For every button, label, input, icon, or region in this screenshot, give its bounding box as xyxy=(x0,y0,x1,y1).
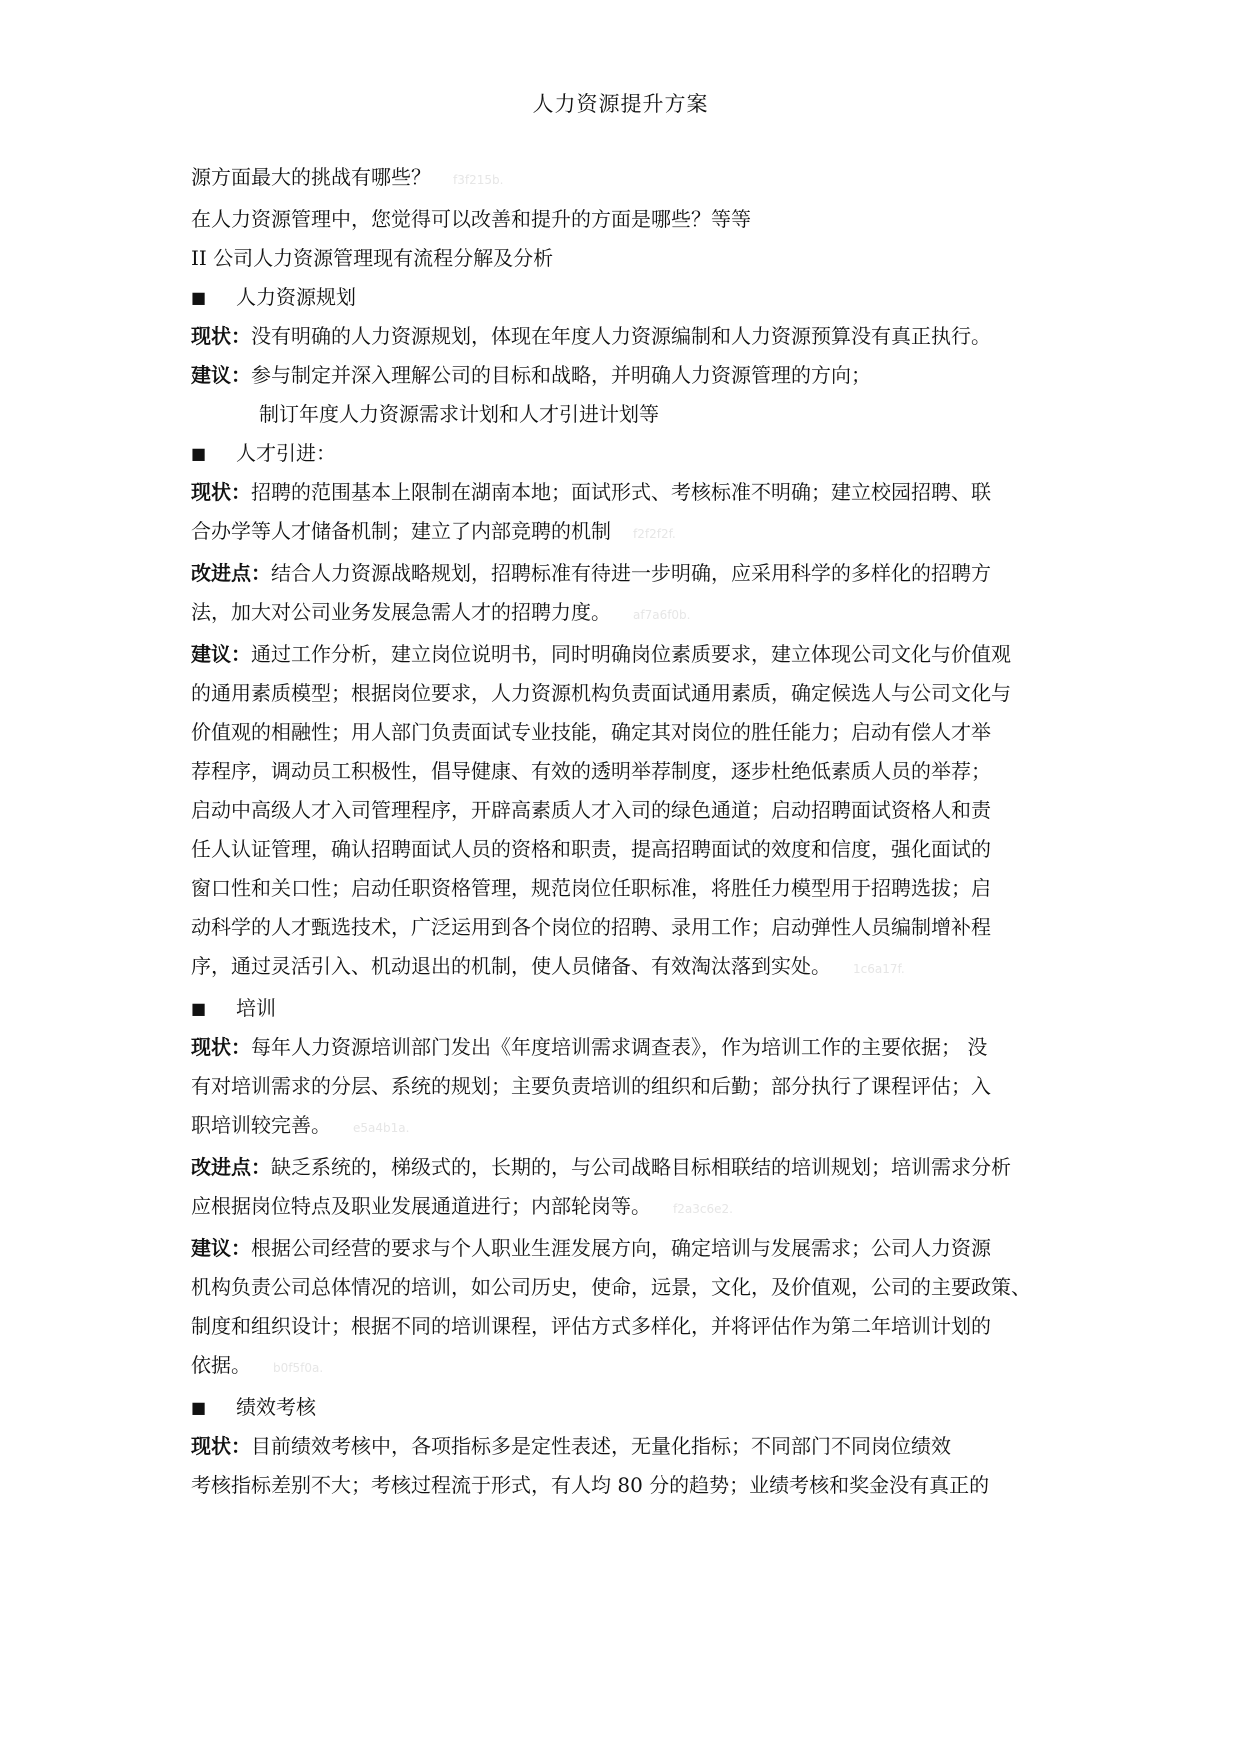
training-suggest-line-1 xyxy=(191,1229,1071,1268)
planning-suggest-line-2: 制订年度人力资源需求计划和人才引进计划等 xyxy=(259,402,659,426)
training-status-line-2: 有对培训需求的分层、系统的规划；主要负责培训的组织和后勤；部分执行了课程评估；入 xyxy=(191,1074,991,1098)
planning-suggest-label: 建议： xyxy=(191,363,251,387)
training-suggest-line-3: 制度和组织设计；根据不同的培训课程，评估方式多样化，并将评估作为第二年培训计划的 xyxy=(191,1314,991,1338)
talent-suggest-line-5: 启动中高级人才入司管理程序，开辟高素质人才入司的绿色通道；启动招聘面试资格人和责 xyxy=(191,798,991,822)
talent-suggest-line-9 xyxy=(191,947,1071,989)
training-suggest-line-2: 机构负责公司总体情况的培训，如公司历史，使命，远景，文化，及价值观，公司的主要政策、 xyxy=(191,1275,1031,1299)
training-status-line-1 xyxy=(191,1028,1071,1067)
planning-status xyxy=(191,317,1071,356)
talent-heading xyxy=(191,434,1071,473)
talent-status-text-1: 招聘的范围基本上限制在湖南本地；面试形式、考核标准不明确；建立校园招聘、联 xyxy=(251,480,991,504)
talent-status-line-2 xyxy=(191,512,1071,554)
training-status-line-3 xyxy=(191,1106,1071,1148)
faint-watermark-mark: b0f5f0a. xyxy=(273,1361,324,1375)
talent-suggest-text-1: 通过工作分析，建立岗位说明书，同时明确岗位素质要求，建立体现公司文化与价值观 xyxy=(251,642,1011,666)
training-heading-text: 培训 xyxy=(236,996,276,1020)
talent-suggest-line-8: 动科学的人才甄选技术，广泛运用到各个岗位的招聘、录用工作；启动弹性人员编制增补程 xyxy=(191,915,991,939)
training-status-text-3: 职培训较完善。 xyxy=(191,1113,331,1137)
faint-watermark-mark: 1c6a17f. xyxy=(853,962,905,976)
faint-watermark-mark: af7a6f0b. xyxy=(633,608,691,622)
planning-heading xyxy=(191,278,1071,317)
faint-watermark-mark: f2a3c6e2. xyxy=(673,1202,733,1216)
training-improve-text-1: 缺乏系统的，梯级式的，长期的，与公司战略目标相联结的培训规划；培训需求分析 xyxy=(271,1155,1011,1179)
talent-improve-line-1 xyxy=(191,554,1071,593)
talent-suggest-line-6: 任人认证管理，确认招聘面试人员的资格和职责，提高招聘面试的效度和信度，强化面试的 xyxy=(191,837,991,861)
talent-suggest-line-2: 的通用素质模型；根据岗位要求，人力资源机构负责面试通用素质，确定候选人与公司文化与 xyxy=(191,681,1011,705)
training-status-text-1: 每年人力资源培训部门发出《年度培训需求调查表》，作为培训工作的主要依据； 没 xyxy=(251,1035,988,1059)
planning-suggest-text-1: 参与制定并深入理解公司的目标和战略，并明确人力资源管理的方向； xyxy=(251,363,871,387)
faint-watermark-mark: f2f2f2f. xyxy=(633,527,676,541)
square-bullet-icon: ■ xyxy=(191,444,207,463)
performance-status-label: 现状： xyxy=(191,1434,251,1458)
planning-heading-text: 人力资源规划 xyxy=(236,285,356,309)
training-heading xyxy=(191,989,1071,1028)
intro-line-2: 在人力资源管理中，您觉得可以改善和提升的方面是哪些？等等 xyxy=(191,207,751,231)
square-bullet-icon: ■ xyxy=(191,1398,207,1417)
square-bullet-icon: ■ xyxy=(191,288,207,307)
talent-suggest-text-9: 序，通过灵活引入、机动退出的机制，使人员储备、有效淘汰落到实处。 xyxy=(191,954,831,978)
talent-heading-text: 人才引进： xyxy=(236,441,336,465)
intro-line-1-text: 源方面最大的挑战有哪些？ xyxy=(191,165,431,189)
performance-status-line-2: 考核指标差别不大；考核过程流于形式，有人均 80 分的趋势；业绩考核和奖金没有真正的 xyxy=(191,1473,990,1497)
training-suggest-label: 建议： xyxy=(191,1236,251,1260)
talent-status-label: 现状： xyxy=(191,480,251,504)
square-bullet-icon: ■ xyxy=(191,999,207,1018)
performance-status-text-1: 目前绩效考核中，各项指标多是定性表述，无量化指标；不同部门不同岗位绩效 xyxy=(251,1434,951,1458)
faint-watermark-mark: f3f215b. xyxy=(453,173,504,187)
performance-status-line-1 xyxy=(191,1427,1071,1466)
talent-improve-text-1: 结合人力资源战略规划，招聘标准有待进一步明确，应采用科学的多样化的招聘方 xyxy=(271,561,991,585)
planning-status-label: 现状： xyxy=(191,324,251,348)
planning-suggest xyxy=(191,356,1071,395)
talent-suggest-line-3: 价值观的相融性；用人部门负责面试专业技能，确定其对岗位的胜任能力；启动有偿人才举 xyxy=(191,720,991,744)
talent-suggest-label: 建议： xyxy=(191,642,251,666)
training-suggest-text-1: 根据公司经营的要求与个人职业生涯发展方向，确定培训与发展需求；公司人力资源 xyxy=(251,1236,991,1260)
talent-suggest-line-1 xyxy=(191,635,1071,674)
section-title: II 公司人力资源管理现有流程分解及分析 xyxy=(191,246,554,270)
training-improve-text-2: 应根据岗位特点及职业发展通道进行；内部轮岗等。 xyxy=(191,1194,651,1218)
document-body xyxy=(191,158,1071,1505)
training-improve-label: 改进点： xyxy=(191,1155,271,1179)
faint-watermark-mark: e5a4b1a. xyxy=(353,1121,410,1135)
training-improve-line-1 xyxy=(191,1148,1071,1187)
document-header-title: 人力资源提升方案 xyxy=(532,92,709,116)
training-suggest-text-4: 依据。 xyxy=(191,1353,251,1377)
training-suggest-line-4 xyxy=(191,1346,1071,1388)
talent-improve-text-2: 法，加大对公司业务发展急需人才的招聘力度。 xyxy=(191,600,611,624)
talent-status-text-2: 合办学等人才储备机制；建立了内部竞聘的机制 xyxy=(191,519,611,543)
performance-heading-text: 绩效考核 xyxy=(236,1395,316,1419)
training-improve-line-2 xyxy=(191,1187,1071,1229)
performance-heading xyxy=(191,1388,1071,1427)
planning-status-text: 没有明确的人力资源规划，体现在年度人力资源编制和人力资源预算没有真正执行。 xyxy=(251,324,991,348)
talent-status-line-1 xyxy=(191,473,1071,512)
training-status-label: 现状： xyxy=(191,1035,251,1059)
intro-line-1 xyxy=(191,158,1071,200)
talent-improve-line-2 xyxy=(191,593,1071,635)
talent-improve-label: 改进点： xyxy=(191,561,271,585)
talent-suggest-line-4: 荐程序，调动员工积极性，倡导健康、有效的透明举荐制度，逐步杜绝低素质人员的举荐； xyxy=(191,759,991,783)
talent-suggest-line-7: 窗口性和关口性；启动任职资格管理，规范岗位任职标准，将胜任力模型用于招聘选拔；启 xyxy=(191,876,991,900)
